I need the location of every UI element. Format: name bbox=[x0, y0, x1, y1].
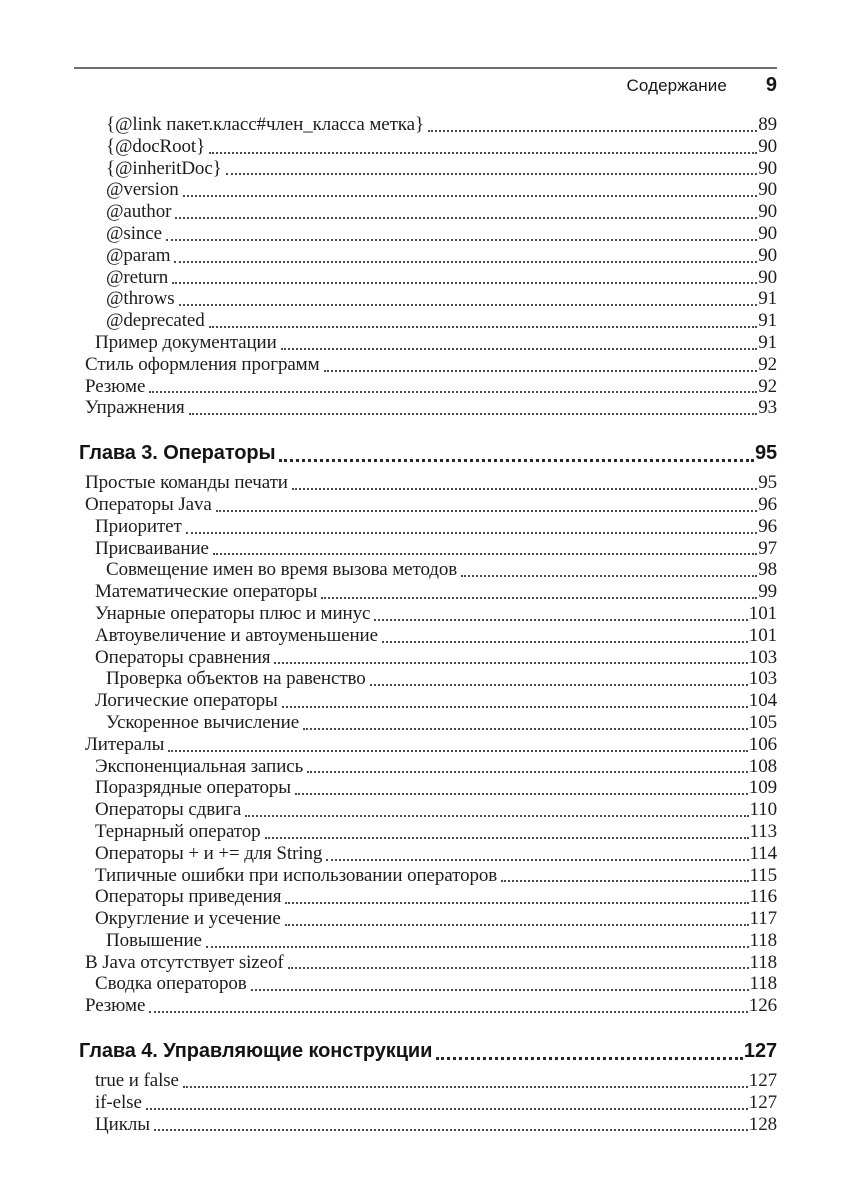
toc-entry-label: Совмещение имен во время вызова методов bbox=[106, 559, 458, 581]
toc-entry bbox=[74, 690, 777, 712]
toc-entry-label: {@inheritDoc} bbox=[106, 157, 222, 179]
toc-chapter-entry bbox=[74, 442, 777, 466]
toc-leader-dots bbox=[428, 130, 757, 132]
toc-leader-dots bbox=[279, 459, 753, 462]
toc-entry-label: @author bbox=[106, 201, 172, 223]
toc-entry-page: 101 bbox=[748, 624, 777, 646]
toc-entry-label: @param bbox=[106, 244, 171, 266]
toc-entry bbox=[74, 603, 777, 625]
page-content bbox=[74, 0, 777, 1135]
page-header bbox=[74, 74, 777, 97]
toc-entry-page: 91 bbox=[758, 310, 777, 332]
toc-leader-dots bbox=[321, 597, 757, 599]
toc-entry-page: 90 bbox=[758, 244, 777, 266]
toc-leader-dots bbox=[307, 771, 748, 773]
toc-entry-page: 96 bbox=[758, 493, 777, 515]
toc-leader-dots bbox=[295, 793, 748, 795]
toc-entry-page: 127 bbox=[743, 1040, 777, 1063]
toc-entry bbox=[74, 288, 777, 310]
toc-entry bbox=[74, 494, 777, 516]
toc-entry bbox=[74, 158, 777, 180]
toc-leader-dots bbox=[174, 261, 757, 263]
toc-entry-label: Проверка объектов на равенство bbox=[106, 668, 366, 690]
toc-entry bbox=[74, 908, 777, 930]
toc-entry-page: 92 bbox=[758, 353, 777, 375]
toc-entry-page: 90 bbox=[758, 157, 777, 179]
toc-entry bbox=[74, 799, 777, 821]
toc-entry bbox=[74, 397, 777, 419]
toc-entry-label: Циклы bbox=[95, 1113, 150, 1135]
toc-leader-dots bbox=[168, 750, 747, 752]
header-rule bbox=[74, 67, 777, 69]
toc-entry-page: 91 bbox=[758, 288, 777, 310]
toc-entry-page: 99 bbox=[758, 581, 777, 603]
toc-leader-dots bbox=[209, 326, 758, 328]
toc-leader-dots bbox=[288, 967, 749, 969]
toc-entry-page: 103 bbox=[748, 668, 777, 690]
toc-entry-page: 116 bbox=[749, 886, 777, 908]
toc-leader-dots bbox=[461, 575, 757, 577]
toc-entry bbox=[74, 995, 777, 1017]
toc-entry-page: 90 bbox=[758, 266, 777, 288]
toc-entry bbox=[74, 930, 777, 952]
toc-entry bbox=[74, 734, 777, 756]
toc-entry-label: @return bbox=[106, 266, 169, 288]
folio-page-number: 9 bbox=[765, 74, 777, 96]
running-title: Содержание bbox=[626, 76, 727, 95]
toc-leader-dots bbox=[183, 195, 758, 197]
toc-leader-dots bbox=[274, 662, 747, 664]
toc-entry bbox=[74, 136, 777, 158]
toc-entry-label: Округление и усечение bbox=[95, 908, 281, 930]
toc-entry bbox=[74, 581, 777, 603]
toc-entry-label: @version bbox=[106, 179, 179, 201]
toc-leader-dots bbox=[209, 152, 757, 154]
toc-entry bbox=[74, 973, 777, 995]
toc-entry bbox=[74, 821, 777, 843]
toc-entry-page: 92 bbox=[758, 375, 777, 397]
toc-entry-page: 128 bbox=[748, 1113, 777, 1135]
toc-entry bbox=[74, 625, 777, 647]
toc-entry-page: 113 bbox=[749, 820, 777, 842]
toc-entry-page: 118 bbox=[749, 951, 777, 973]
toc-entry-page: 98 bbox=[758, 559, 777, 581]
toc-entry-label: Простые команды печати bbox=[85, 472, 288, 494]
toc-chapter-entry bbox=[74, 1040, 777, 1064]
toc-entry-page: 95 bbox=[758, 472, 777, 494]
toc-entry-label: Сводка операторов bbox=[95, 973, 247, 995]
toc-entry bbox=[74, 376, 777, 398]
toc-leader-dots bbox=[206, 946, 749, 948]
toc-entry-label: Типичные ошибки при использовании операторов bbox=[95, 864, 498, 886]
toc-entry-page: 118 bbox=[749, 973, 777, 995]
toc-leader-dots bbox=[226, 173, 758, 175]
toc-leader-dots bbox=[326, 859, 748, 861]
toc-entry-label: Пример документации bbox=[95, 331, 277, 353]
toc-leader-dots bbox=[285, 924, 749, 926]
toc-entry bbox=[74, 472, 777, 494]
toc-leader-dots bbox=[213, 553, 757, 555]
toc-entry bbox=[74, 1070, 777, 1092]
toc-leader-dots bbox=[183, 1086, 748, 1088]
toc-entry bbox=[74, 310, 777, 332]
toc-entry-label: Приоритет bbox=[95, 515, 182, 537]
toc-entry bbox=[74, 1092, 777, 1114]
toc-entry bbox=[74, 114, 777, 136]
toc-entry-label: Операторы сдвига bbox=[95, 799, 242, 821]
toc-entry-page: 90 bbox=[758, 135, 777, 157]
toc-entry-label: Операторы + и += для String bbox=[95, 842, 323, 864]
toc-entry-label: Резюме bbox=[85, 375, 146, 397]
toc-entry-label: {@link пакет.класс#член_класса метка} bbox=[106, 114, 424, 135]
toc-entry-page: 103 bbox=[748, 646, 777, 668]
toc-leader-dots bbox=[501, 880, 748, 882]
toc-entry-page: 127 bbox=[748, 1070, 777, 1092]
toc-entry-label: true и false bbox=[95, 1070, 179, 1092]
toc-entry bbox=[74, 538, 777, 560]
toc-entry-page: 90 bbox=[758, 179, 777, 201]
toc-entry-label: Упражнения bbox=[85, 397, 185, 419]
toc-entry bbox=[74, 952, 777, 974]
toc-entry bbox=[74, 332, 777, 354]
toc-leader-dots bbox=[382, 641, 748, 643]
toc-leader-dots bbox=[175, 217, 757, 219]
toc-leader-dots bbox=[251, 989, 749, 991]
toc-entry bbox=[74, 245, 777, 267]
toc-entry bbox=[74, 267, 777, 289]
toc-leader-dots bbox=[146, 1108, 748, 1110]
toc-entry-label: Тернарный оператор bbox=[95, 820, 261, 842]
toc-entry-page: 126 bbox=[748, 995, 777, 1017]
toc-entry-label: Ускоренное вычисление bbox=[106, 711, 300, 733]
toc-entry-label: Операторы Java bbox=[85, 493, 212, 515]
toc-entry-page: 110 bbox=[749, 799, 777, 821]
toc-leader-dots bbox=[374, 619, 747, 621]
toc-entry-label: Поразрядные операторы bbox=[95, 777, 291, 799]
toc-entry-page: 105 bbox=[748, 711, 777, 733]
toc-entry-page: 93 bbox=[758, 397, 777, 419]
toc-entry-label: Операторы приведения bbox=[95, 886, 282, 908]
toc-entry bbox=[74, 516, 777, 538]
toc-leader-dots bbox=[189, 413, 758, 415]
toc-entry-label: Литералы bbox=[85, 733, 165, 755]
toc-entry-label: Резюме bbox=[85, 995, 146, 1017]
toc-leader-dots bbox=[292, 488, 757, 490]
toc-entry-page: 97 bbox=[758, 537, 777, 559]
toc-entry-page: 127 bbox=[748, 1091, 777, 1113]
toc-entry-page: 101 bbox=[748, 602, 777, 624]
toc-entry-page: 91 bbox=[758, 331, 777, 353]
toc-entry bbox=[74, 647, 777, 669]
toc-entry-page: 117 bbox=[749, 908, 777, 930]
toc-entry-page: 106 bbox=[748, 733, 777, 755]
toc-leader-dots bbox=[216, 510, 757, 512]
toc-entry-label: В Java отсутствует sizeof bbox=[85, 951, 284, 973]
toc-leader-dots bbox=[370, 684, 748, 686]
toc-entry bbox=[74, 1114, 777, 1136]
toc-entry bbox=[74, 223, 777, 245]
toc-entry-label: @since bbox=[106, 222, 162, 244]
toc-entry bbox=[74, 756, 777, 778]
toc-entry-label: Автоувеличение и автоуменьшение bbox=[95, 624, 378, 646]
toc-entry-label: Глава 4. Управляющие конструкции bbox=[79, 1040, 433, 1063]
toc bbox=[74, 114, 777, 1135]
toc-entry-label: Глава 3. Операторы bbox=[79, 442, 276, 465]
toc-entry-page: 96 bbox=[758, 515, 777, 537]
toc-entry-page: 90 bbox=[758, 222, 777, 244]
toc-entry bbox=[74, 712, 777, 734]
toc-entry-page: 89 bbox=[758, 114, 777, 135]
toc-entry bbox=[74, 777, 777, 799]
toc-entry-page: 90 bbox=[758, 201, 777, 223]
toc-entry-label: Математические операторы bbox=[95, 581, 318, 603]
toc-leader-dots bbox=[245, 815, 748, 817]
toc-leader-dots bbox=[149, 391, 757, 393]
toc-entry bbox=[74, 354, 777, 376]
toc-entry-label: @deprecated bbox=[106, 310, 205, 332]
toc-entry-label: Унарные операторы плюс и минус bbox=[95, 602, 371, 624]
toc-leader-dots bbox=[303, 728, 748, 730]
toc-entry-page: 114 bbox=[749, 842, 777, 864]
toc-entry bbox=[74, 559, 777, 581]
toc-entry bbox=[74, 886, 777, 908]
toc-leader-dots bbox=[149, 1011, 748, 1013]
toc-entry-label: Присваивание bbox=[95, 537, 209, 559]
toc-leader-dots bbox=[154, 1129, 748, 1131]
toc-entry-label: Операторы сравнения bbox=[95, 646, 271, 668]
toc-leader-dots bbox=[265, 837, 749, 839]
toc-entry bbox=[74, 201, 777, 223]
toc-leader-dots bbox=[281, 348, 758, 350]
toc-leader-dots bbox=[186, 532, 757, 534]
toc-entry-label: Экспоненциальная запись bbox=[95, 755, 304, 777]
toc-entry bbox=[74, 865, 777, 887]
toc-entry-label: if-else bbox=[95, 1091, 142, 1113]
toc-leader-dots bbox=[324, 370, 758, 372]
toc-entry-page: 115 bbox=[749, 864, 777, 886]
toc-entry bbox=[74, 179, 777, 201]
toc-entry-label: {@docRoot} bbox=[106, 135, 206, 157]
toc-entry-label: @throws bbox=[106, 288, 175, 310]
toc-entry-page: 109 bbox=[748, 777, 777, 799]
toc-leader-dots bbox=[285, 902, 748, 904]
toc-entry bbox=[74, 843, 777, 865]
toc-entry-label: Повышение bbox=[106, 929, 202, 951]
toc-leader-dots bbox=[179, 304, 758, 306]
toc-entry-label: Стиль оформления программ bbox=[85, 353, 320, 375]
toc-entry-page: 95 bbox=[754, 442, 777, 465]
toc-entry-label: Логические операторы bbox=[95, 690, 278, 712]
toc-entry-page: 108 bbox=[748, 755, 777, 777]
toc-leader-dots bbox=[436, 1057, 743, 1060]
toc-entry-page: 104 bbox=[748, 690, 777, 712]
toc-entry-page: 118 bbox=[749, 929, 777, 951]
toc-leader-dots bbox=[172, 282, 757, 284]
toc-entry bbox=[74, 668, 777, 690]
toc-leader-dots bbox=[166, 239, 757, 241]
toc-leader-dots bbox=[282, 706, 748, 708]
